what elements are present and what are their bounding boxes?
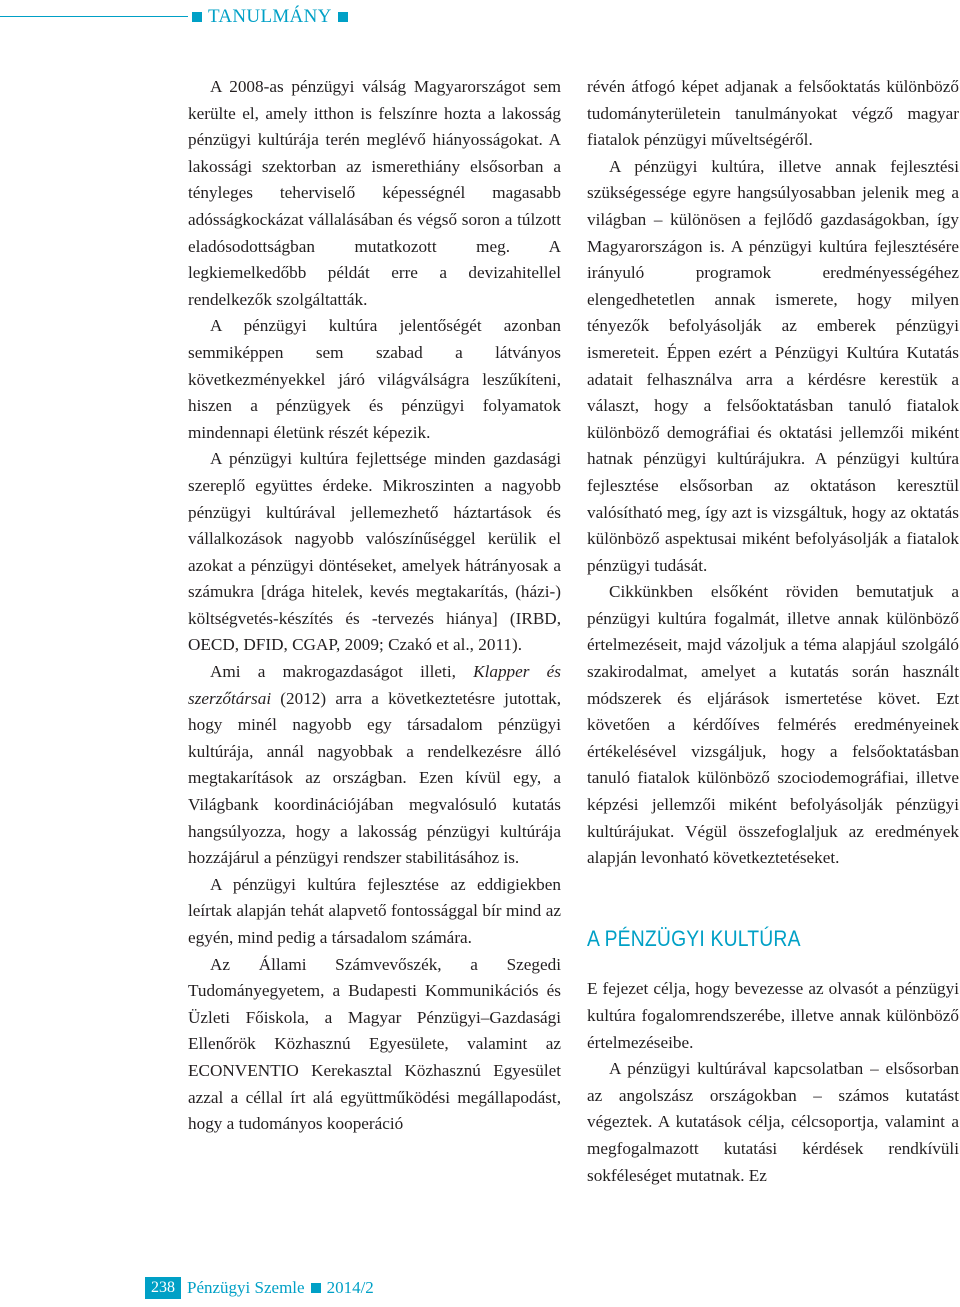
page-footer <box>145 1275 374 1301</box>
section-heading: A PÉNZÜGYI KULTÚRA <box>587 925 801 951</box>
paragraph: A pénzügyi kultúra fejlettsége minden gazdasági szereplő együttes érdeke. Mikroszinten a nagyobb pénzügyi kultúrával jellemezhető háztartások és vállalkozások nagyobb valószínűséggel kerülik el azokat a pénzügyi döntéseket, amelyek hátrányosak a számukra [drága hitelek, kevés megtakarítás, (házi-) költségvetés-készítés és -tervezés hiánya] (IRBD, OECD, DFID, CGAP, 2009; Czakó et al., 2011). <box>188 449 561 655</box>
text-run: Ami a makrogazdaságot illeti, <box>210 662 474 682</box>
paragraph: A pénzügyi kultúrával kapcsolatban – elsősorban az angolszász országokban – számos kutatást végeztek. A kutatások célja, célcsoportja, valamint a megfogalmazott kutatási kérdések rendkívüli sokféleséget mutatnak. Ez <box>587 1059 959 1185</box>
paragraph: Cikkünkben elsőként röviden bemutatjuk a pénzügyi kultúra fogalmát, illetve annak különböző értelmezéseit, majd vázoljuk a téma alapjául szolgáló szakirodalmat, amelyet a kutatás során használt módszerek és eljárások ismertetése követ. Ezt követően a kérdőíves felmérés eredményeinek értékelésével vizsgáljuk, hogy a felsőoktatásban tanuló fiatalok különböző szociodemográfiai, illetve képzési jellemzői miként befolyásolják pénzügyi kultúrájukat. Végül összefoglaljuk az eredmények alapján levonható következtetéseket. <box>587 582 959 868</box>
paragraph: A pénzügyi kultúra jelentőségét azonban semmiképpen sem szabad a látványos következményekkel járó világválságra leszűkíteni, hiszen a pénzügyek és pénzügyi folyamatok mindennapi életünk részét képezik. <box>188 316 561 442</box>
running-header <box>188 4 352 30</box>
header-rule <box>0 16 190 17</box>
paragraph-klapper <box>188 659 561 872</box>
square-bullet-icon <box>311 1283 321 1293</box>
section-label: TANULMÁNY <box>208 6 332 27</box>
text-run: (2012) arra a következtetésre jutottak, hogy minél nagyobb egy társadalom pénzügyi kultúrája, annál nagyobbak a rendelkezésre álló megtakarítások az országban. Ezen kívül egy, a Világbank koordinációjában megvalósuló kutatás hangsúlyozza, hogy a lakosság pénzügyi kultúrája hozzájárul a pénzügyi rendszer stabilitásához is. <box>188 688 561 868</box>
issue-number: 2014/2 <box>326 1278 374 1297</box>
page-number: 238 <box>145 1277 181 1299</box>
journal-title: Pénzügyi Szemle <box>187 1278 305 1297</box>
right-column <box>587 74 959 1189</box>
paragraph: E fejezet célja, hogy bevezesse az olvasót a pénzügyi kultúra fogalomrendszerébe, illetve annak különböző értelmezéseibe. <box>587 979 959 1052</box>
left-column <box>188 74 561 1138</box>
paragraph: révén átfogó képet adjanak a felsőoktatás különböző tudományterületein tanulmányokat végző magyar fiatalok pénzügyi műveltségéről. <box>587 77 959 150</box>
paragraph: Az Állami Számvevőszék, a Szegedi Tudományegyetem, a Budapesti Kommunikációs és Üzleti Főiskola, a Magyar Pénzügyi–Gazdasági Ellenőrök Közhasznú Egyesülete, valamint az ECONVENTIO Kerekasztal Közhasznú Egyesület azzal a céllal írt alá együttműködési megállapodást, hogy a tudományos kooperáció <box>188 954 561 1134</box>
square-bullet-icon <box>192 12 202 22</box>
square-bullet-icon <box>338 12 348 22</box>
paragraph: A pénzügyi kultúra fejlesztése az eddigiekben leírtak alapján tehát alapvető fontossággal bír mind az egyén, mind pedig a társadalom számára. <box>188 874 561 947</box>
paragraph: A 2008-as pénzügyi válság Magyarországot sem kerülte el, amely itthon is felszínre hozta a lakosság pénzügyi kultúrája terén meglévő hiányosságokat. A lakossági szektorban az ismerethiány elsősorban a tényleges teherviselő képességnél magasabb adósságkockázat vállalásában és végső soron a túlzott eladósodottságban mutatkozott meg. A legkiemelkedőbb példát erre a devizahitellel rendelkezők szolgáltatták. <box>188 77 561 309</box>
paragraph: A pénzügyi kultúra, illetve annak fejlesztési szükségessége egyre hangsúlyosabban jelenik meg a világban – különösen a fejlődő gazdaságokban, így Magyarországon is. A pénzügyi kultúra fejlesztésére irányuló programok eredményességéhez elengedhetetlen annak ismerete, hogy milyen tényezők befolyásolják az emberek pénzügyi ismereteit. Éppen ezért a Pénzügyi Kultúra Kutatás adatait felhasználva arra a kérdésre kerestük a választ, hogy a felsőoktatásban tanuló fiatalok különböző demográfiai és oktatási jellemzői miként hatnak pénzügyi kultúrájukra. A pénzügyi kultúra fejlesztése elsősorban az oktatáson keresztül valósítható meg, így azt is vizsgáltuk, hogy az oktatás különböző aspektusai miként befolyásolják a fiatalok pénzügyi tudását. <box>587 156 959 575</box>
italic-author-reference: Klapper és szerzőtársai <box>188 662 561 708</box>
